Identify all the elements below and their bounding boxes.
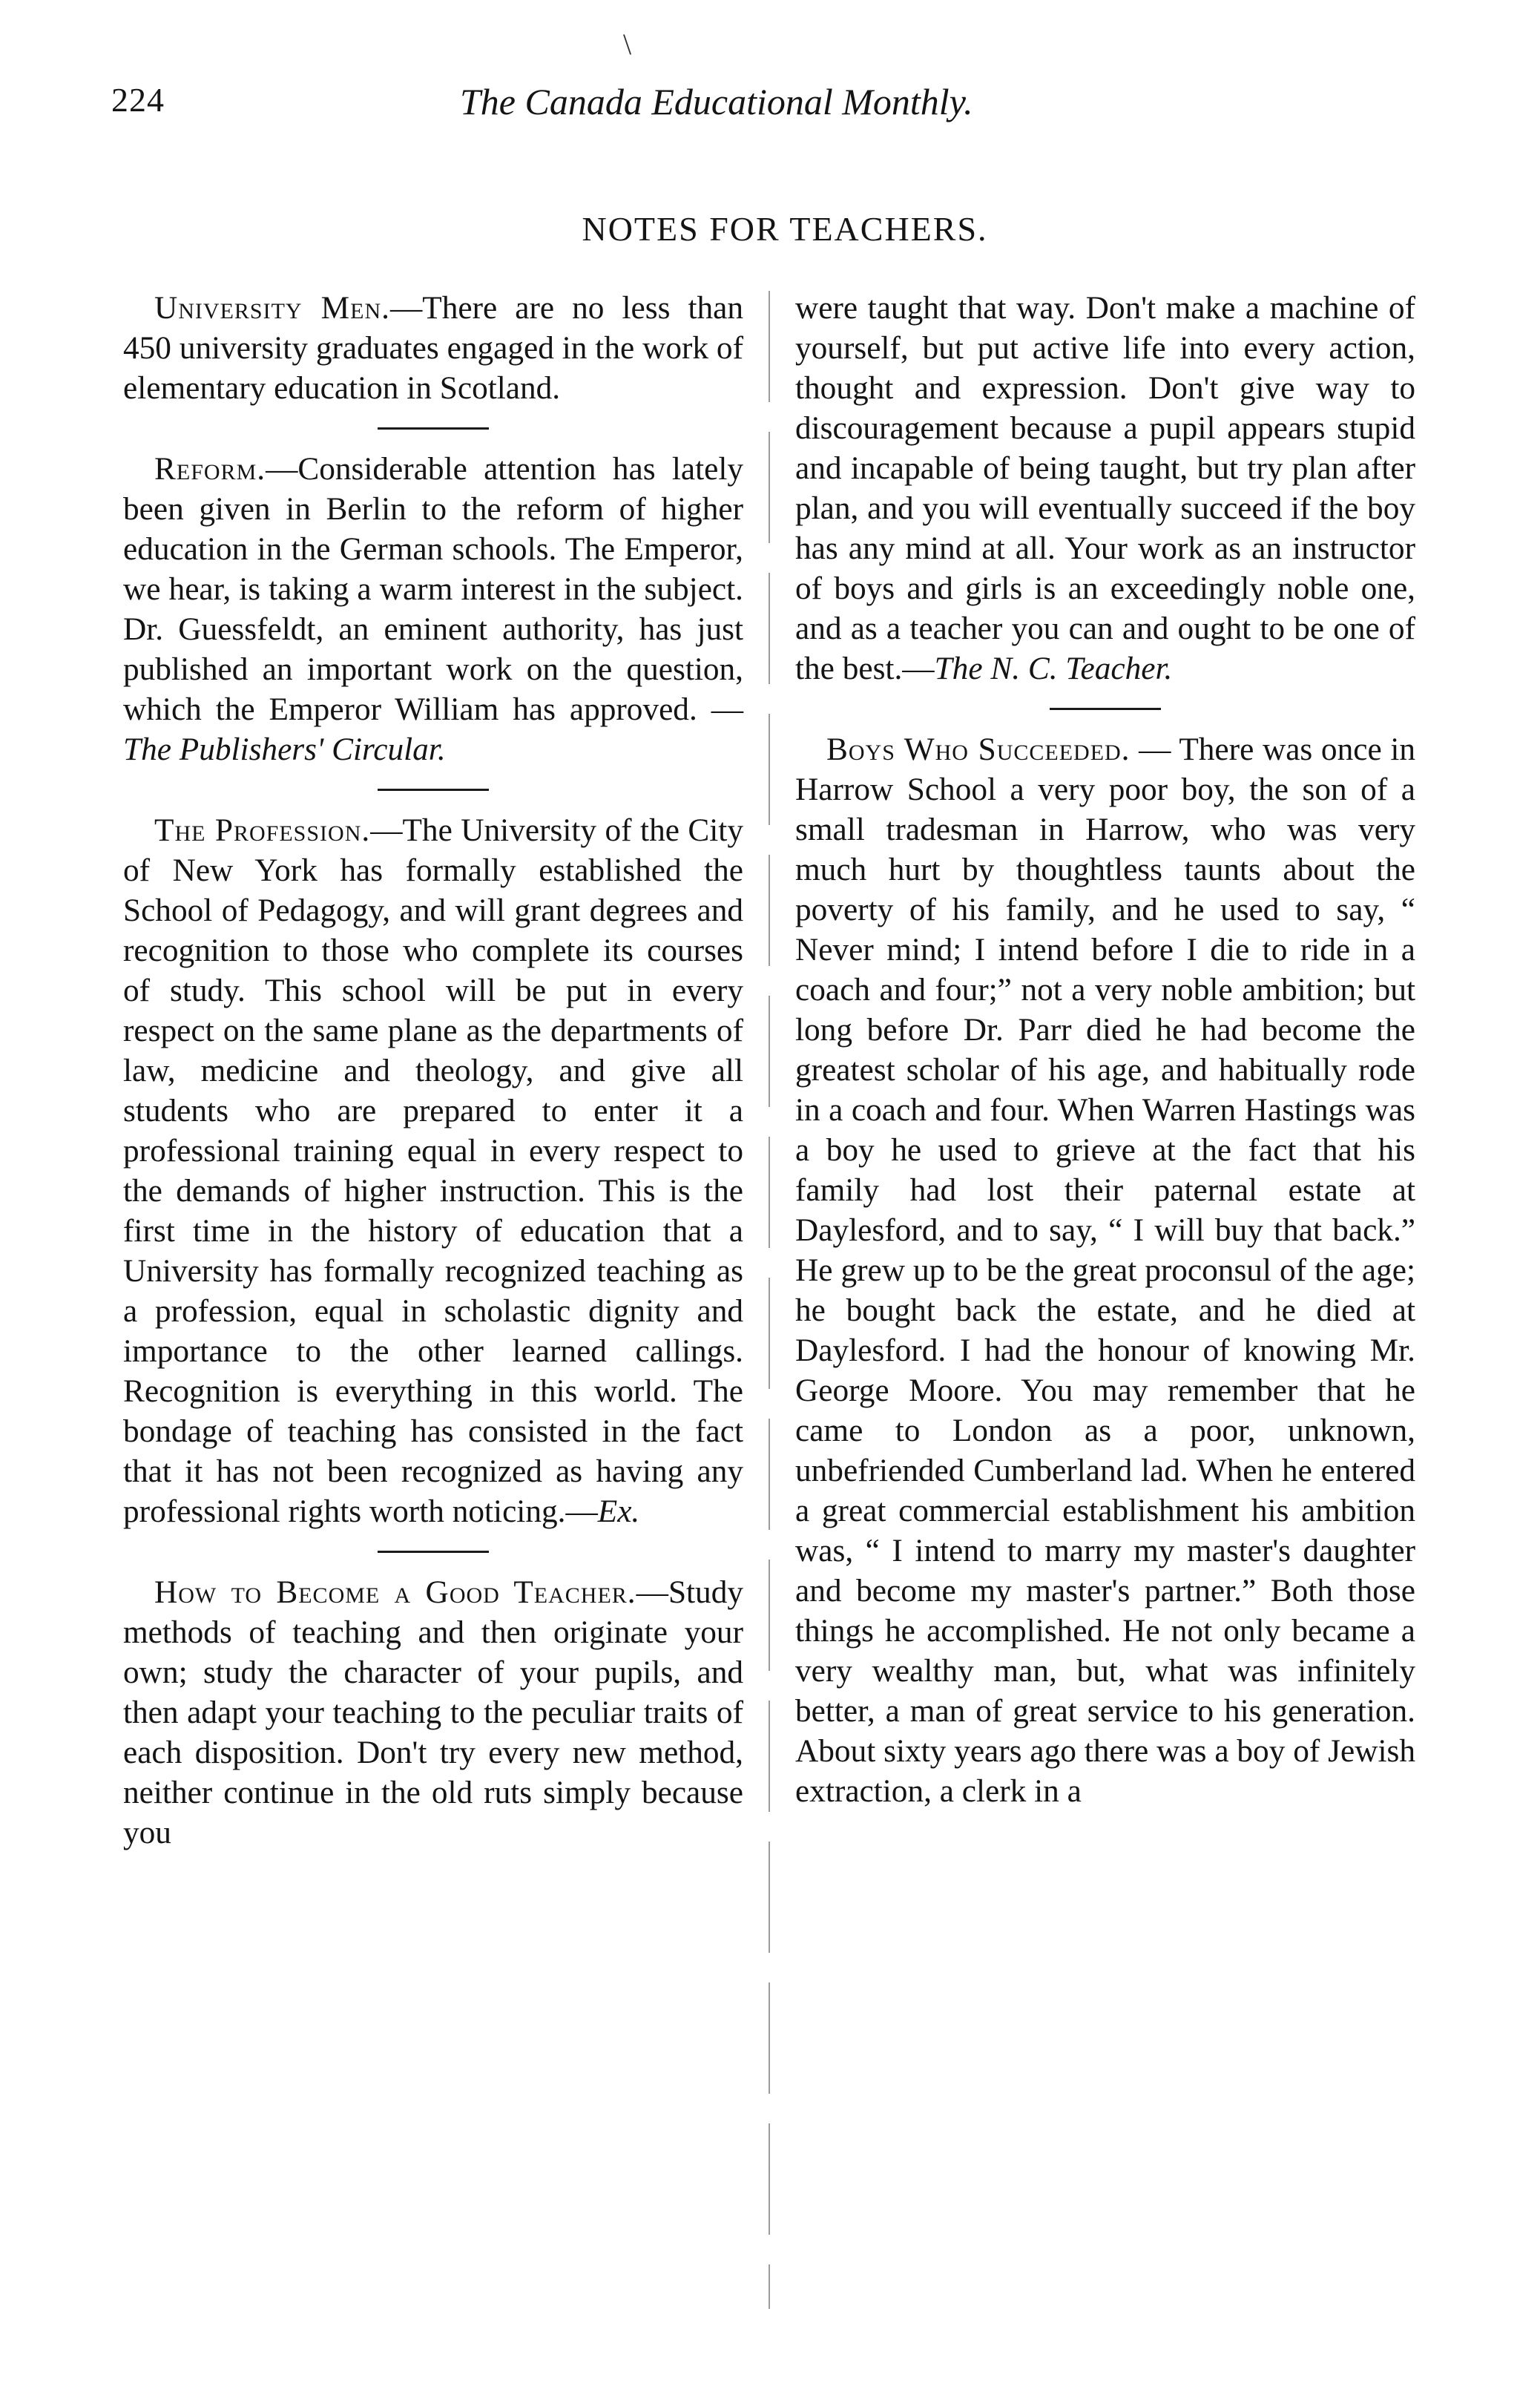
article-body: —There are no less than 450 university graduates engaged in the work of elementary education in Scotland. xyxy=(123,290,743,406)
article-good-teacher-continued xyxy=(795,288,1415,689)
separator-rule xyxy=(378,1551,489,1553)
separator-rule xyxy=(1050,708,1161,710)
article-body: —The University of the City of New York has formally established the School of Pedagogy, and will grant degrees and recognition to those who complete its courses of study. This school will be put in every respect on the same plane as the departments of law, medicine and theology, and give all students who are prepared to enter it a professional training equal in every respect to the demands of higher instruction. This is the first time in the history of education that a University has formally recognized teaching as a profession, equal in scholastic dignity and importance to the other learned callings. Recognition is everything in this world. The bondage of teaching has consisted in the fact that it has not been recognized as having any professional rights worth noticing.— xyxy=(123,812,743,1529)
right-column xyxy=(795,288,1415,1811)
ink-mark: \ xyxy=(623,27,632,61)
article-source: The N. C. Teacher. xyxy=(934,651,1173,686)
page-number: 224 xyxy=(111,81,165,119)
article-boys-succeeded xyxy=(795,729,1415,1811)
article-body: —Study methods of teaching and then originate your own; study the character of your pupils, and then adapt your teaching to the peculiar traits of each disposition. Don't try every new method, neither continue in the old ruts simply because you xyxy=(123,1574,743,1850)
article-source: The Publishers' Circular. xyxy=(123,732,446,767)
article-source: Ex. xyxy=(597,1494,640,1529)
article-body: —Considerable attention has lately been given in Berlin to the reform of higher education in the German schools. The Emperor, we hear, is taking a warm interest in the subject. Dr. Guessfeldt, an eminent authority, has just published an important work on the question, which the Emperor William has approved. — xyxy=(123,451,743,727)
article-heading: Reform. xyxy=(154,451,266,487)
article-body-continued: were taught that way. Don't make a machine of yourself, but put active life into every action, thought and expression. Don't give way to discouragement because a pupil appears stupid and incapable of being taught, but try plan after plan, and you will eventually succeed if the boy has any mind at all. Your work as an instructor of boys and girls is an exceedingly noble one, and as a teacher you can and ought to be one of the best.— xyxy=(795,290,1415,686)
article-heading: How to Become a Good Teacher. xyxy=(154,1574,636,1610)
article-heading: Boys Who Succeeded. xyxy=(826,732,1131,767)
column-rule xyxy=(769,291,770,2309)
article-heading: The Profession. xyxy=(154,812,371,848)
separator-rule xyxy=(378,789,489,791)
article-body: — There was once in Harrow School a very poor boy, the son of a small tradesman in Harrow, who was very much hurt by thoughtless taunts about the poverty of his family, and he used to say, “ Never mind; I intend before I die to ride in a coach and four;” not a very noble ambition; but long before Dr. Parr died he had become the greatest scholar of his age, and habitually rode in a coach and four. When Warren Hastings was a boy he used to grieve at the fact that his family had lost their paternal estate at Daylesford, and to say, “ I will buy that back.” He grew up to be the great proconsul of the age; he bought back the estate, and he died at Daylesford. I had the honour of knowing Mr. George Moore. You may remember that he came to London as a poor, unknown, unbefriended Cumberland lad. When he entered a great commercial establishment his ambition was, “ I intend to marry my master's daughter and become my master's partner.” Both those things he accomplished. He not only became a very wealthy man, but, what was infinitely better, a man of great service to his generation. About sixty years ago there was a boy of Jewish extraction, a clerk in a xyxy=(795,732,1415,1809)
page-header xyxy=(111,80,1424,139)
article-heading: University Men. xyxy=(154,290,390,326)
running-title: The Canada Educational Monthly. xyxy=(460,81,973,122)
article-profession xyxy=(123,810,743,1531)
article-good-teacher xyxy=(123,1572,743,1853)
article-university-men xyxy=(123,288,743,408)
article-reform xyxy=(123,449,743,769)
left-column xyxy=(123,288,743,1853)
separator-rule xyxy=(378,427,489,430)
section-title: NOTES FOR TEACHERS. xyxy=(582,210,988,248)
